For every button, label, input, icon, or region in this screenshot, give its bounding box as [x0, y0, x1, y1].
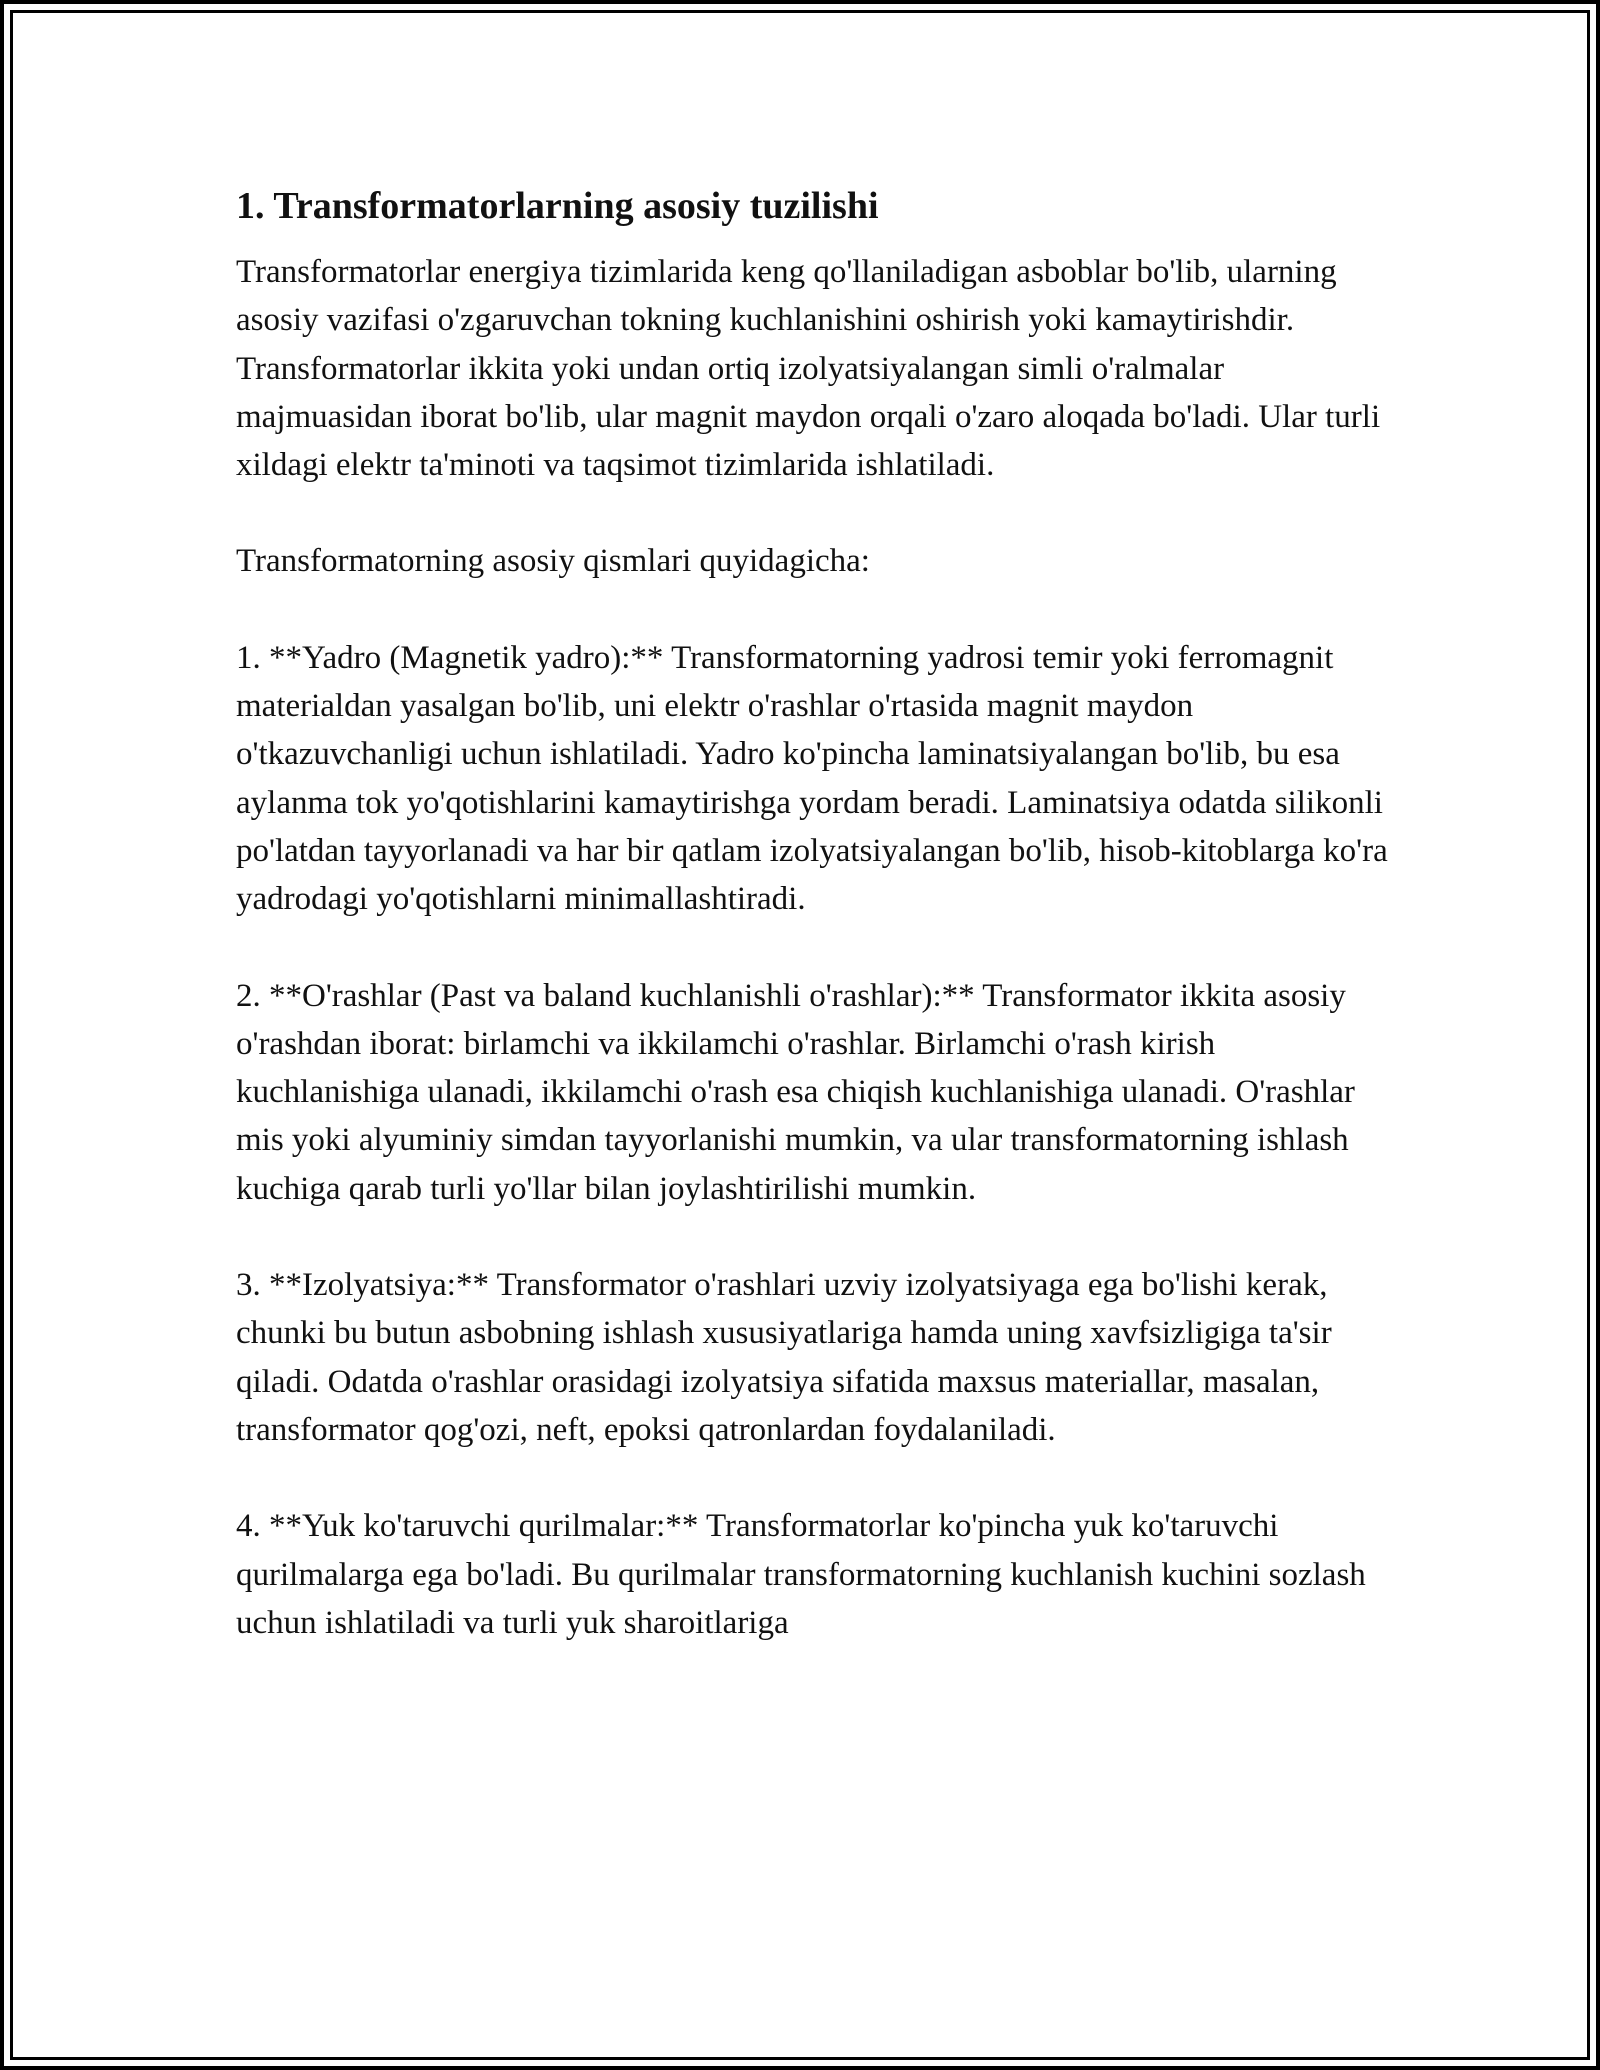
- intro-paragraph: Transformatorlar energiya tizimlarida keng qo'llaniladigan asboblar bo'lib, ularning asosiy vazifasi o'zgaruvchan tokning kuchlanishini oshirish yoki kamaytirishdir. Transformatorlar ikkita yoki undan ortiq izolyatsiyalangan simli o'ralmalar majmuasidan iborat bo'lib, ular magnit maydon orqali o'zaro aloqada bo'ladi. Ular turli xildagi elektr ta'minoti va taqsimot tizimlarida ishlatiladi.: [236, 254, 1381, 484]
- insulation-paragraph: 3. **Izolyatsiya:** Transformator o'rashlari uzviy izolyatsiyaga ega bo'lishi kerak, chunki bu butun asbobning ishlash xususiyatlariga hamda uning xavfsizligiga ta'sir qiladi. Odatda o'rashlar orasidagi izolyatsiya sifatida maxsus materiallar, masalan, transformator qog'ozi, neft, epoksi qatronlardan foydalaniladi.: [236, 1267, 1332, 1448]
- core-paragraph: 1. **Yadro (Magnetik yadro):** Transformatorning yadrosi temir yoki ferromagnit materialdan yasalgan bo'lib, uni elektr o'rashlar o'rtasida magnit maydon o'tkazuvchanligi uchun ishlatiladi. Yadro ko'pincha laminatsiyalangan bo'lib, bu esa aylanma tok yo'qotishlarini kamaytirishga yordam beradi. Laminatsiya odatda silikonli po'latdan tayyorlanadi va har bir qatlam izolyatsiyalangan bo'lib, hisob-kitoblarga ko'ra yadrodagi yo'qotishlarni minimallashtiradi.: [236, 639, 1388, 918]
- parts-intro-paragraph: Transformatorning asosiy qismlari quyidagicha:: [236, 543, 870, 580]
- document-body: [236, 182, 1396, 1647]
- section-heading: 1. Transformatorlarning asosiy tuzilishi: [236, 185, 879, 227]
- windings-paragraph: 2. **O'rashlar (Past va baland kuchlanishli o'rashlar):** Transformator ikkita asosiy o'rashdan iborat: birlamchi va ikkilamchi o'rashlar. Birlamchi o'rash kirish kuchlanishiga ulanadi, ikkilamchi o'rash esa chiqish kuchlanishiga ulanadi. O'rashlar mis yoki alyuminiy simdan tayyorlanishi mumkin, va ular transformatorning ishlash kuchiga qarab turli yo'llar bilan joylashtirilishi mumkin.: [236, 977, 1355, 1207]
- load-devices-paragraph: 4. **Yuk ko'taruvchi qurilmalar:** Transformatorlar ko'pincha yuk ko'taruvchi qurilmalarga ega bo'ladi. Bu qurilmalar transformatorning kuchlanish kuchini sozlash uchun ishlatiladi va turli yuk sharoitlariga: [236, 1508, 1366, 1641]
